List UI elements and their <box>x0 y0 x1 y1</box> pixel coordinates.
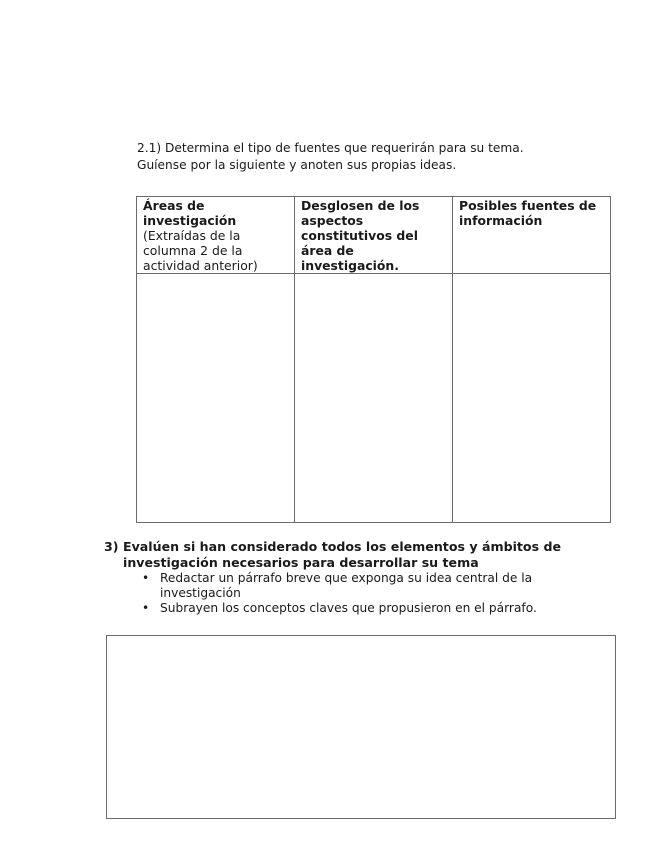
research-areas-table <box>136 196 611 523</box>
section-3-bullets <box>104 571 614 616</box>
section-3-heading <box>104 539 614 571</box>
bullet-text: Redactar un párrafo breve que exponga su idea central de la investigación <box>160 571 533 600</box>
bullet-icon: • <box>142 571 150 585</box>
header-sources-title: Posibles fuentes de información <box>459 198 597 228</box>
table-header-row <box>137 197 611 274</box>
section-3 <box>104 539 614 616</box>
table-row <box>137 274 611 523</box>
cell-areas-input[interactable] <box>137 274 295 523</box>
section-3-heading-text: Evalúen si han considerado todos los elementos y ámbitos de investigación necesarios para desarrollar su tema <box>123 539 562 570</box>
header-aspects <box>295 197 453 274</box>
header-areas-title: Áreas de investigación <box>143 198 237 228</box>
paragraph-answer-box[interactable] <box>106 635 616 819</box>
intro-line-1: 2.1) Determina el tipo de fuentes que requerirán para su tema. <box>137 141 524 155</box>
header-sources <box>453 197 611 274</box>
header-aspects-title: Desglosen de los aspectos constitutivos del área de investigación. <box>301 198 420 273</box>
cell-aspects-input[interactable] <box>295 274 453 523</box>
bullet-text: Subrayen los conceptos claves que propusieron en el párrafo. <box>160 601 537 615</box>
intro-instructions <box>137 140 597 174</box>
cell-sources-input[interactable] <box>453 274 611 523</box>
list-item <box>104 601 614 616</box>
header-areas <box>137 197 295 274</box>
intro-line-2: Guíense por la siguiente y anoten sus propias ideas. <box>137 158 457 172</box>
bullet-icon: • <box>142 601 150 615</box>
list-item <box>104 571 614 601</box>
section-3-number: 3) <box>104 539 119 554</box>
header-areas-subtitle: (Extraídas de la columna 2 de la actividad anterior) <box>143 228 258 273</box>
